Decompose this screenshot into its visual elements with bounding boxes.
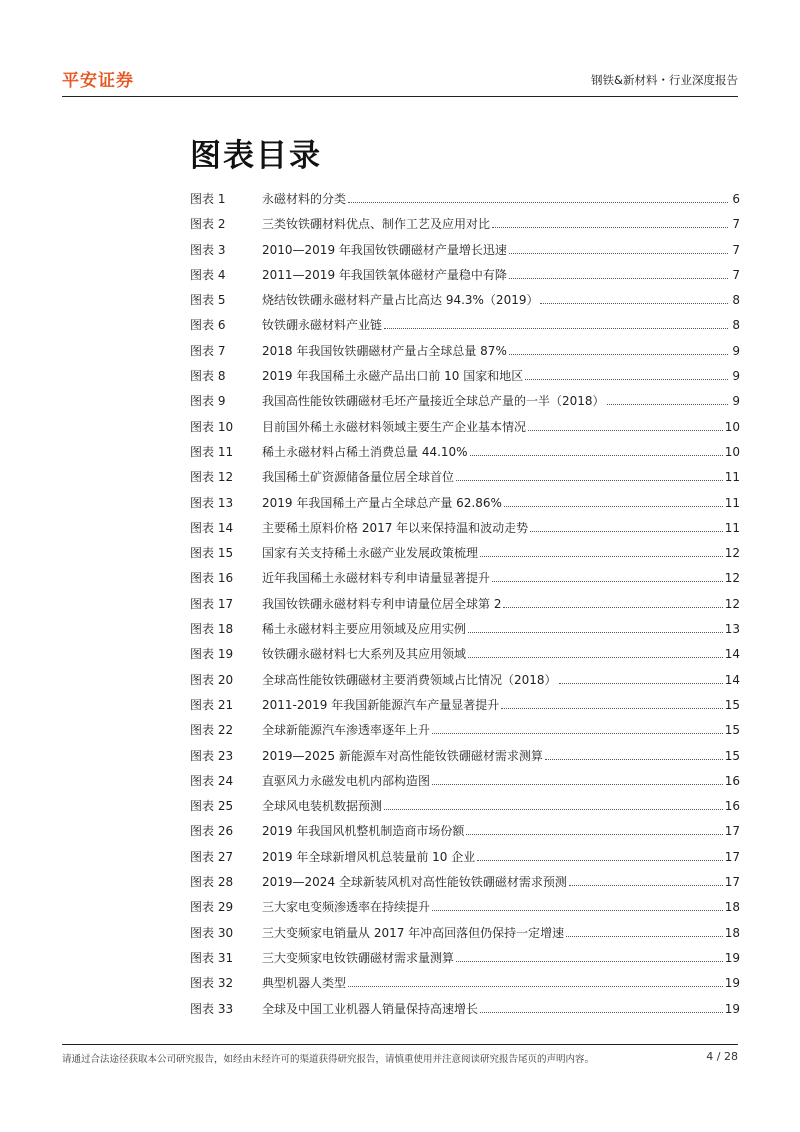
toc-dot-leader: [480, 1003, 723, 1013]
toc-dot-leader: [480, 547, 723, 557]
toc-entry-title: 2019—2024 全球新装风机对高性能钕铁硼磁材需求预测: [262, 875, 567, 890]
toc-entry[interactable]: [190, 494, 740, 519]
toc-entry-page: 11: [724, 520, 740, 535]
toc-entry-label: 图表 3: [190, 242, 226, 257]
toc-entry[interactable]: [190, 519, 740, 544]
toc-entry-title: 永磁材料的分类: [262, 192, 347, 206]
toc-entry-label: 图表 5: [190, 293, 226, 308]
toc-entry-page: 8: [732, 318, 740, 333]
toc-entry-label: 图表 26: [190, 824, 234, 839]
toc-entry-label: 图表 24: [190, 773, 234, 788]
toc-dot-leader: [566, 927, 723, 937]
toc-entry-title: 国家有关支持稀土永磁产业发展政策梳理: [262, 546, 479, 561]
toc-entry-title: 全球高性能钕铁硼磁材主要消费领域占比情况（2018）: [262, 672, 557, 687]
toc-entry[interactable]: [190, 924, 740, 949]
toc-dot-leader: [432, 901, 723, 911]
toc-entry[interactable]: [190, 721, 740, 746]
toc-entry-page: 17: [724, 875, 740, 890]
toc-dot-leader: [530, 522, 723, 532]
toc-dot-leader: [456, 471, 723, 481]
toc-dot-leader: [501, 699, 722, 709]
toc-entry-page: 12: [724, 546, 740, 561]
toc-entry-label: 图表 22: [190, 723, 234, 738]
toc-entry-title: 主要稀土原料价格 2017 年以来保持温和波动走势: [262, 520, 529, 535]
toc-entry[interactable]: [190, 316, 740, 341]
toc-entry-label: 图表 21: [190, 697, 234, 712]
toc-entry-title: 三大变频家电钕铁硼磁材需求量测算: [262, 950, 455, 965]
toc-entry-title: 我国稀土矿资源储备量位居全球首位: [262, 470, 455, 485]
toc-entry-label: 图表 12: [190, 470, 234, 485]
toc-entry-page: 16: [724, 773, 740, 788]
toc-entry-label: 图表 16: [190, 571, 234, 586]
toc-entry[interactable]: [190, 291, 740, 316]
toc-entry-label: 图表 4: [190, 267, 226, 282]
toc-dot-leader: [509, 244, 728, 254]
page-footer: [62, 1044, 738, 1071]
toc-entry-page: 9: [732, 369, 740, 384]
toc-entry-page: 7: [732, 217, 740, 232]
toc-entry-page: 9: [732, 343, 740, 358]
toc-entry-label: 图表 7: [190, 343, 226, 358]
toc-entry-title: 2011—2019 年我国铁氧体磁材产量稳中有降: [262, 267, 507, 282]
toc-entry-title: 烧结钕铁硼永磁材料产量占比高达 94.3%（2019）: [262, 293, 539, 308]
toc-entry-title: 近年我国稀土永磁材料专利申请量显著提升: [262, 571, 491, 586]
toc-entry[interactable]: [190, 190, 740, 215]
toc-entry[interactable]: [190, 848, 740, 873]
toc-entry-page: 19: [724, 976, 740, 991]
toc-entry-title: 2019 年全球新增风机总装量前 10 企业: [262, 849, 476, 864]
toc-entry-label: 图表 10: [190, 419, 234, 434]
toc-entry-label: 图表 25: [190, 799, 234, 814]
toc-entry[interactable]: [190, 671, 740, 696]
toc-dot-leader: [348, 977, 723, 987]
toc-entry-label: 图表 33: [190, 1001, 234, 1016]
brand-logo: 平安证券: [62, 71, 134, 91]
toc-dot-leader: [509, 269, 728, 279]
toc-entry-label: 图表 6: [190, 318, 226, 333]
toc-entry-label: 图表 31: [190, 950, 234, 965]
toc-entry-title: 我国高性能钕铁硼磁材毛坯产量接近全球总产量的一半（2018）: [262, 394, 605, 409]
toc-dot-leader: [569, 876, 723, 886]
toc-dot-leader: [503, 598, 722, 608]
toc-entry[interactable]: [190, 443, 740, 468]
toc-entry-page: 19: [724, 950, 740, 965]
toc-dot-leader: [432, 724, 723, 734]
toc-entry-page: 10: [724, 419, 740, 434]
toc-dot-leader: [432, 775, 723, 785]
toc-dot-leader: [468, 623, 723, 633]
toc-entry[interactable]: [190, 392, 740, 417]
toc-entry[interactable]: [190, 595, 740, 620]
toc-entry-title: 2019 年我国稀土产量占全球总产量 62.86%: [262, 495, 502, 510]
toc-dot-leader: [477, 851, 722, 861]
toc-entry-label: 图表 28: [190, 875, 234, 890]
toc-entry-title: 稀土永磁材料占稀土消费总量 44.10%: [262, 444, 468, 459]
toc-entry-title: 全球及中国工业机器人销量保持高速增长: [262, 1001, 479, 1016]
toc-entry[interactable]: [190, 898, 740, 923]
toc-entry-title: 三类钕铁硼材料优点、制作工艺及应用对比: [262, 217, 491, 232]
toc-entry-title: 三大家电变频渗透率在持续提升: [262, 900, 431, 915]
toc-entry[interactable]: [190, 418, 740, 443]
toc-entry-title: 2018 年我国钕铁硼磁材产量占全球总量 87%: [262, 343, 507, 358]
toc-entry-page: 8: [732, 293, 740, 308]
page-number: 4 / 28: [706, 1050, 738, 1063]
toc-entry-title: 全球风电装机数据预测: [262, 799, 383, 814]
toc-entry[interactable]: [190, 747, 740, 772]
toc-entry-label: 图表 27: [190, 849, 234, 864]
toc-dot-leader: [525, 370, 728, 380]
toc-entry[interactable]: [190, 772, 740, 797]
toc-dot-leader: [528, 421, 723, 431]
toc-entry-title: 直驱风力永磁发电机内部构造图: [262, 773, 431, 788]
toc-entry[interactable]: [190, 949, 740, 974]
toc-entry-page: 18: [724, 925, 740, 940]
toc-entry-title: 我国钕铁硼永磁材料专利申请量位居全球第 2: [262, 596, 502, 611]
toc-entry[interactable]: [190, 620, 740, 645]
toc-dot-leader: [545, 750, 723, 760]
toc-entry-page: 11: [724, 495, 740, 510]
toc-entry-page: 18: [724, 900, 740, 915]
toc-entry-title: 全球新能源汽车渗透率逐年上升: [262, 723, 431, 738]
toc-entry[interactable]: [190, 569, 740, 594]
toc-entry-label: 图表 9: [190, 394, 226, 409]
toc-dot-leader: [504, 497, 723, 507]
toc-entry-page: 10: [724, 444, 740, 459]
disclaimer-note: 请通过合法途径获取本公司研究报告，如经由未经许可的渠道获得研究报告，请慎重使用并注意阅读研究报告尾页的声明内容。: [62, 1054, 595, 1065]
toc-entry-page: 12: [724, 571, 740, 586]
toc-dot-leader: [384, 319, 728, 329]
toc-entry-label: 图表 23: [190, 748, 234, 763]
table-of-figures: [190, 190, 740, 1025]
toc-dot-leader: [492, 218, 728, 228]
toc-entry-page: 15: [724, 748, 740, 763]
toc-dot-leader: [607, 395, 728, 405]
toc-dot-leader: [492, 572, 723, 582]
toc-entry-label: 图表 18: [190, 622, 234, 637]
toc-dot-leader: [466, 825, 722, 835]
toc-dot-leader: [456, 952, 723, 962]
toc-entry[interactable]: [190, 544, 740, 569]
toc-entry-page: 17: [724, 849, 740, 864]
page-header: [62, 64, 738, 97]
toc-entry-page: 16: [724, 799, 740, 814]
toc-entry[interactable]: [190, 266, 740, 291]
toc-entry-page: 15: [724, 697, 740, 712]
toc-entry-page: 14: [724, 647, 740, 662]
toc-entry-page: 7: [732, 242, 740, 257]
toc-entry-label: 图表 30: [190, 925, 234, 940]
toc-entry-label: 图表 14: [190, 520, 234, 535]
toc-entry-page: 17: [724, 824, 740, 839]
toc-entry-title: 钕铁硼永磁材料七大系列及其应用领域: [262, 647, 467, 662]
toc-entry[interactable]: [190, 342, 740, 367]
toc-entry-page: 13: [724, 622, 740, 637]
toc-entry[interactable]: [190, 822, 740, 847]
toc-entry-label: 图表 19: [190, 647, 234, 662]
toc-entry-label: 图表 17: [190, 596, 234, 611]
toc-entry[interactable]: [190, 974, 740, 999]
toc-entry-label: 图表 2: [190, 217, 226, 232]
toc-entry-title: 2019 年我国风机整机制造商市场份额: [262, 824, 465, 839]
toc-dot-leader: [509, 345, 728, 355]
toc-entry[interactable]: [190, 367, 740, 392]
toc-entry-label: 图表 32: [190, 976, 234, 991]
toc-entry[interactable]: [190, 241, 740, 266]
toc-dot-leader: [348, 193, 728, 203]
toc-entry-page: 12: [724, 596, 740, 611]
toc-entry-page: 19: [724, 1001, 740, 1016]
toc-entry[interactable]: [190, 468, 740, 493]
report-category: 钢铁&新材料・行业深度报告: [591, 73, 738, 87]
toc-dot-leader: [540, 294, 728, 304]
toc-dot-leader: [384, 800, 723, 810]
toc-entry-label: 图表 13: [190, 495, 234, 510]
toc-dot-leader: [470, 446, 723, 456]
toc-entry-label: 图表 15: [190, 546, 234, 561]
toc-dot-leader: [559, 674, 723, 684]
toc-entry-title: 目前国外稀土永磁材料领域主要生产企业基本情况: [262, 419, 527, 434]
toc-entry-title: 2010—2019 年我国钕铁硼磁材产量增长迅速: [262, 242, 507, 257]
page-title: 图表目录: [190, 138, 322, 174]
toc-entry[interactable]: [190, 696, 740, 721]
toc-entry-title: 稀土永磁材料主要应用领域及应用实例: [262, 622, 467, 637]
toc-entry-page: 15: [724, 723, 740, 738]
toc-entry-page: 11: [724, 470, 740, 485]
toc-entry-page: 14: [724, 672, 740, 687]
toc-dot-leader: [468, 648, 723, 658]
toc-entry-label: 图表 20: [190, 672, 234, 687]
toc-entry-label: 图表 29: [190, 900, 234, 915]
toc-entry-title: 2019—2025 新能源车对高性能钕铁硼磁材需求测算: [262, 748, 543, 763]
toc-entry[interactable]: [190, 1000, 740, 1025]
toc-entry-title: 钕铁硼永磁材料产业链: [262, 318, 383, 333]
toc-entry-label: 图表 11: [190, 444, 234, 459]
toc-entry[interactable]: [190, 645, 740, 670]
toc-entry-page: 9: [732, 394, 740, 409]
toc-entry-page: 7: [732, 267, 740, 282]
toc-entry-page: 6: [732, 192, 740, 206]
toc-entry-label: 图表 8: [190, 369, 226, 384]
toc-entry-title: 典型机器人类型: [262, 976, 347, 991]
toc-entry-label: 图表 1: [190, 192, 226, 206]
toc-entry-title: 2011-2019 年我国新能源汽车产量显著提升: [262, 697, 500, 712]
toc-entry-title: 2019 年我国稀土永磁产品出口前 10 国家和地区: [262, 369, 524, 384]
toc-entry[interactable]: [190, 215, 740, 240]
toc-entry[interactable]: [190, 797, 740, 822]
toc-entry[interactable]: [190, 873, 740, 898]
toc-entry-title: 三大变频家电销量从 2017 年冲高回落但仍保持一定增速: [262, 925, 565, 940]
